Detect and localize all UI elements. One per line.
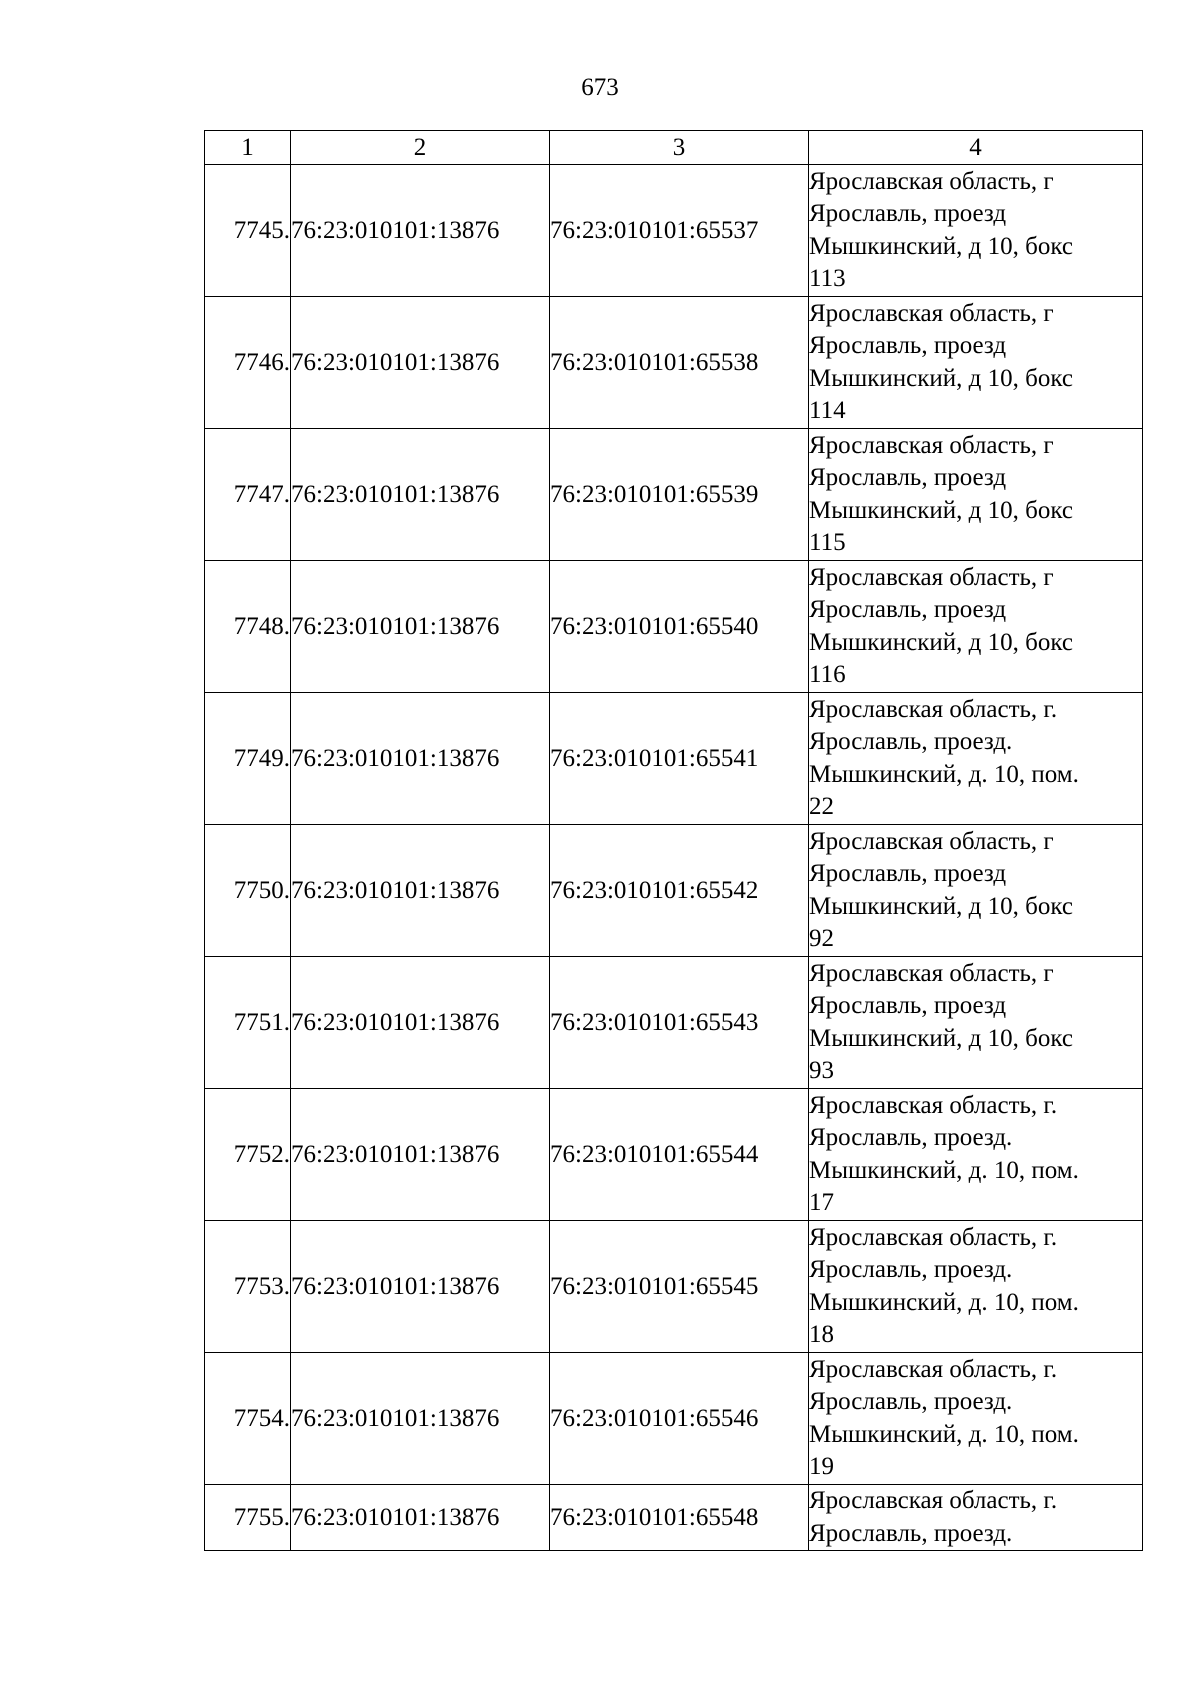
registry-table [204, 130, 1143, 1551]
row-number-cell: 7745. [205, 165, 291, 297]
address-line: Ярославль, проезд [809, 992, 1007, 1019]
address-line: Ярославль, проезд [809, 332, 1007, 359]
parent-cadastral-number-cell: 76:23:010101:13876 [291, 1089, 550, 1221]
column-header-3: 3 [550, 131, 809, 165]
table-row [205, 165, 1143, 297]
row-number-cell: 7748. [205, 561, 291, 693]
object-cadastral-number-cell: 76:23:010101:65544 [550, 1089, 809, 1221]
parent-cadastral-number-cell: 76:23:010101:13876 [291, 429, 550, 561]
address-line: 113 [809, 265, 846, 292]
address-line: Мышкинский, д 10, бокс [809, 628, 1073, 656]
column-header-4: 4 [809, 131, 1143, 165]
address-line: Ярославская область, г. [809, 1487, 1058, 1514]
object-cadastral-number-cell: 76:23:010101:65545 [550, 1221, 809, 1353]
address-line: 92 [809, 925, 834, 952]
address-cell [809, 429, 1143, 561]
table-row [205, 1485, 1143, 1551]
address-line: Мышкинский, д 10, бокс [809, 364, 1073, 392]
object-cadastral-number-cell: 76:23:010101:65543 [550, 957, 809, 1089]
address-line: Мышкинский, д. 10, пом. [809, 1288, 1079, 1316]
table-row [205, 1089, 1143, 1221]
address-line: Мышкинский, д 10, бокс [809, 1024, 1073, 1052]
address-cell [809, 1353, 1143, 1485]
address-line: Мышкинский, д 10, бокс [809, 892, 1073, 920]
row-number-cell: 7747. [205, 429, 291, 561]
object-cadastral-number-cell: 76:23:010101:65537 [550, 165, 809, 297]
object-cadastral-number-cell: 76:23:010101:65548 [550, 1485, 809, 1551]
object-cadastral-number-cell: 76:23:010101:65541 [550, 693, 809, 825]
address-line: Ярославль, проезд. [809, 1519, 1013, 1547]
address-line: 114 [809, 397, 846, 424]
object-cadastral-number-cell: 76:23:010101:65538 [550, 297, 809, 429]
address-line: Ярославль, проезд. [809, 728, 1013, 755]
table-row [205, 1353, 1143, 1485]
parent-cadastral-number-cell: 76:23:010101:13876 [291, 165, 550, 297]
row-number-cell: 7751. [205, 957, 291, 1089]
address-line: Ярославская область, г [809, 431, 1054, 459]
table-row [205, 957, 1143, 1089]
address-cell [809, 825, 1143, 957]
object-cadastral-number-cell: 76:23:010101:65546 [550, 1353, 809, 1485]
address-line: Ярославская область, г. [809, 1355, 1058, 1383]
parent-cadastral-number-cell: 76:23:010101:13876 [291, 825, 550, 957]
address-line: Мышкинский, д. 10, пом. [809, 760, 1079, 788]
table-row [205, 1221, 1143, 1353]
table-row [205, 561, 1143, 693]
address-line: Ярославская область, г. [809, 1223, 1058, 1251]
address-cell [809, 957, 1143, 1089]
page-number: 673 [581, 74, 619, 101]
address-line: 18 [809, 1321, 834, 1348]
address-line: Ярославская область, г. [809, 695, 1058, 723]
column-header-2: 2 [291, 131, 550, 165]
row-number-cell: 7746. [205, 297, 291, 429]
address-line: Ярославль, проезд [809, 860, 1007, 887]
address-line: 17 [809, 1189, 834, 1216]
address-line: Мышкинский, д 10, бокс [809, 232, 1073, 260]
object-cadastral-number-cell: 76:23:010101:65542 [550, 825, 809, 957]
parent-cadastral-number-cell: 76:23:010101:13876 [291, 561, 550, 693]
address-line: Мышкинский, д. 10, пом. [809, 1420, 1079, 1448]
address-cell [809, 693, 1143, 825]
address-line: Ярославль, проезд. [809, 1124, 1013, 1151]
address-cell [809, 561, 1143, 693]
column-header-1: 1 [205, 131, 291, 165]
parent-cadastral-number-cell: 76:23:010101:13876 [291, 297, 550, 429]
parent-cadastral-number-cell: 76:23:010101:13876 [291, 1221, 550, 1353]
address-line: 116 [809, 661, 846, 688]
row-number-cell: 7755. [205, 1485, 291, 1551]
address-cell [809, 1221, 1143, 1353]
parent-cadastral-number-cell: 76:23:010101:13876 [291, 1353, 550, 1485]
address-line: Мышкинский, д. 10, пом. [809, 1156, 1079, 1184]
address-cell [809, 1485, 1143, 1551]
table-header-row [205, 131, 1143, 165]
row-number-cell: 7753. [205, 1221, 291, 1353]
address-line: Ярославль, проезд [809, 464, 1007, 491]
parent-cadastral-number-cell: 76:23:010101:13876 [291, 957, 550, 1089]
address-line: Ярославль, проезд. [809, 1256, 1013, 1283]
address-line: Ярославль, проезд [809, 200, 1007, 227]
address-line: Ярославская область, г. [809, 1091, 1058, 1119]
object-cadastral-number-cell: 76:23:010101:65540 [550, 561, 809, 693]
table-row [205, 429, 1143, 561]
table-row [205, 825, 1143, 957]
address-cell [809, 165, 1143, 297]
address-line: Ярославль, проезд [809, 596, 1007, 623]
address-line: Ярославская область, г [809, 827, 1054, 855]
address-line: Ярославль, проезд. [809, 1388, 1013, 1415]
row-number-cell: 7752. [205, 1089, 291, 1221]
address-line: Ярославская область, г [809, 563, 1054, 591]
parent-cadastral-number-cell: 76:23:010101:13876 [291, 1485, 550, 1551]
row-number-cell: 7750. [205, 825, 291, 957]
address-line: Ярославская область, г [809, 167, 1054, 195]
address-cell [809, 1089, 1143, 1221]
table-row [205, 693, 1143, 825]
table-row [205, 297, 1143, 429]
row-number-cell: 7754. [205, 1353, 291, 1485]
address-line: Мышкинский, д 10, бокс [809, 496, 1073, 524]
object-cadastral-number-cell: 76:23:010101:65539 [550, 429, 809, 561]
address-line: 115 [809, 529, 846, 556]
address-line: Ярославская область, г [809, 299, 1054, 327]
address-line: Ярославская область, г [809, 959, 1054, 987]
parent-cadastral-number-cell: 76:23:010101:13876 [291, 693, 550, 825]
address-line: 19 [809, 1453, 834, 1480]
row-number-cell: 7749. [205, 693, 291, 825]
address-line: 93 [809, 1057, 834, 1084]
address-cell [809, 297, 1143, 429]
address-line: 22 [809, 793, 834, 820]
